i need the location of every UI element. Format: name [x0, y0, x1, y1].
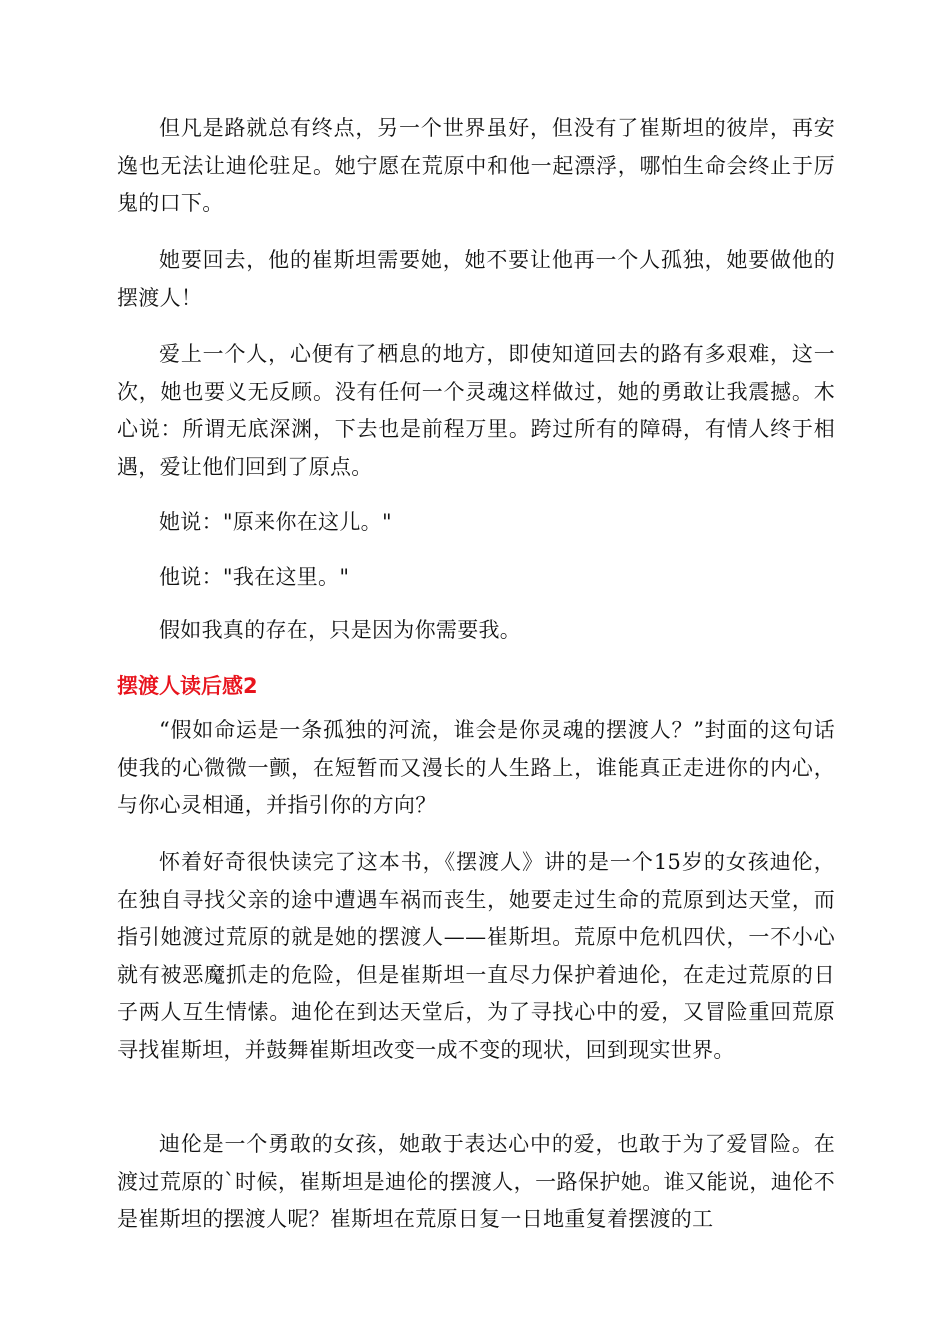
paragraph-6: 假如我真的存在，只是因为你需要我。: [159, 618, 522, 642]
paragraph-3: 爱上一个人，心便有了栖息的地方，即使知道回去的路有多艰难，这一次，她也要义无反顾。没有任何一个灵魂这样做过，她的勇敢让我震撼。木心说：所谓无底深渊，下去也是前程万里。跨过所有的障碍，有情人终于相遇，爱让他们回到了原点。: [117, 342, 835, 479]
paragraph-9: 迪伦是一个勇敢的女孩，她敢于表达心中的爱，也敢于为了爱冒险。在渡过荒原的`时候，崔斯坦是迪伦的摆渡人，一路保护她。谁又能说，迪伦不是崔斯坦的摆渡人呢？崔斯坦在荒原日复一日地重复着摆渡的工: [117, 1132, 835, 1231]
paragraph-4: 她说："原来你在这儿。": [159, 510, 392, 534]
paragraph-1: 但凡是路就总有终点，另一个世界虽好，但没有了崔斯坦的彼岸，再安逸也无法让迪伦驻足。她宁愿在荒原中和他一起漂浮，哪怕生命会终止于厉鬼的口下。: [117, 116, 835, 215]
paragraph-5: 他说："我在这里。": [159, 565, 350, 589]
paragraph-2: 她要回去，他的崔斯坦需要她，她不要让他再一个人孤独，她要做他的摆渡人！: [117, 248, 835, 310]
section-heading: 摆渡人读后感2: [117, 674, 258, 698]
paragraph-7: “假如命运是一条孤独的河流，谁会是你灵魂的摆渡人？”封面的这句话使我的心微微一颤，在短暂而又漫长的人生路上，谁能真正走进你的内心，与你心灵相通，并指引你的方向？: [117, 718, 835, 817]
paragraph-8: 怀着好奇很快读完了这本书，《摆渡人》讲的是一个15岁的女孩迪伦，在独自寻找父亲的途中遭遇车祸而丧生，她要走过生命的荒原到达天堂，而指引她渡过荒原的就是她的摆渡人——崔斯坦。荒原中危机四伏，一不小心就有被恶魔抓走的危险，但是崔斯坦一直尽力保护着迪伦，在走过荒原的日子两人互生情愫。迪伦在到达天堂后，为了寻找心中的爱，又冒险重回荒原寻找崔斯坦，并鼓舞崔斯坦改变一成不变的现状，回到现实世界。: [117, 850, 835, 1062]
